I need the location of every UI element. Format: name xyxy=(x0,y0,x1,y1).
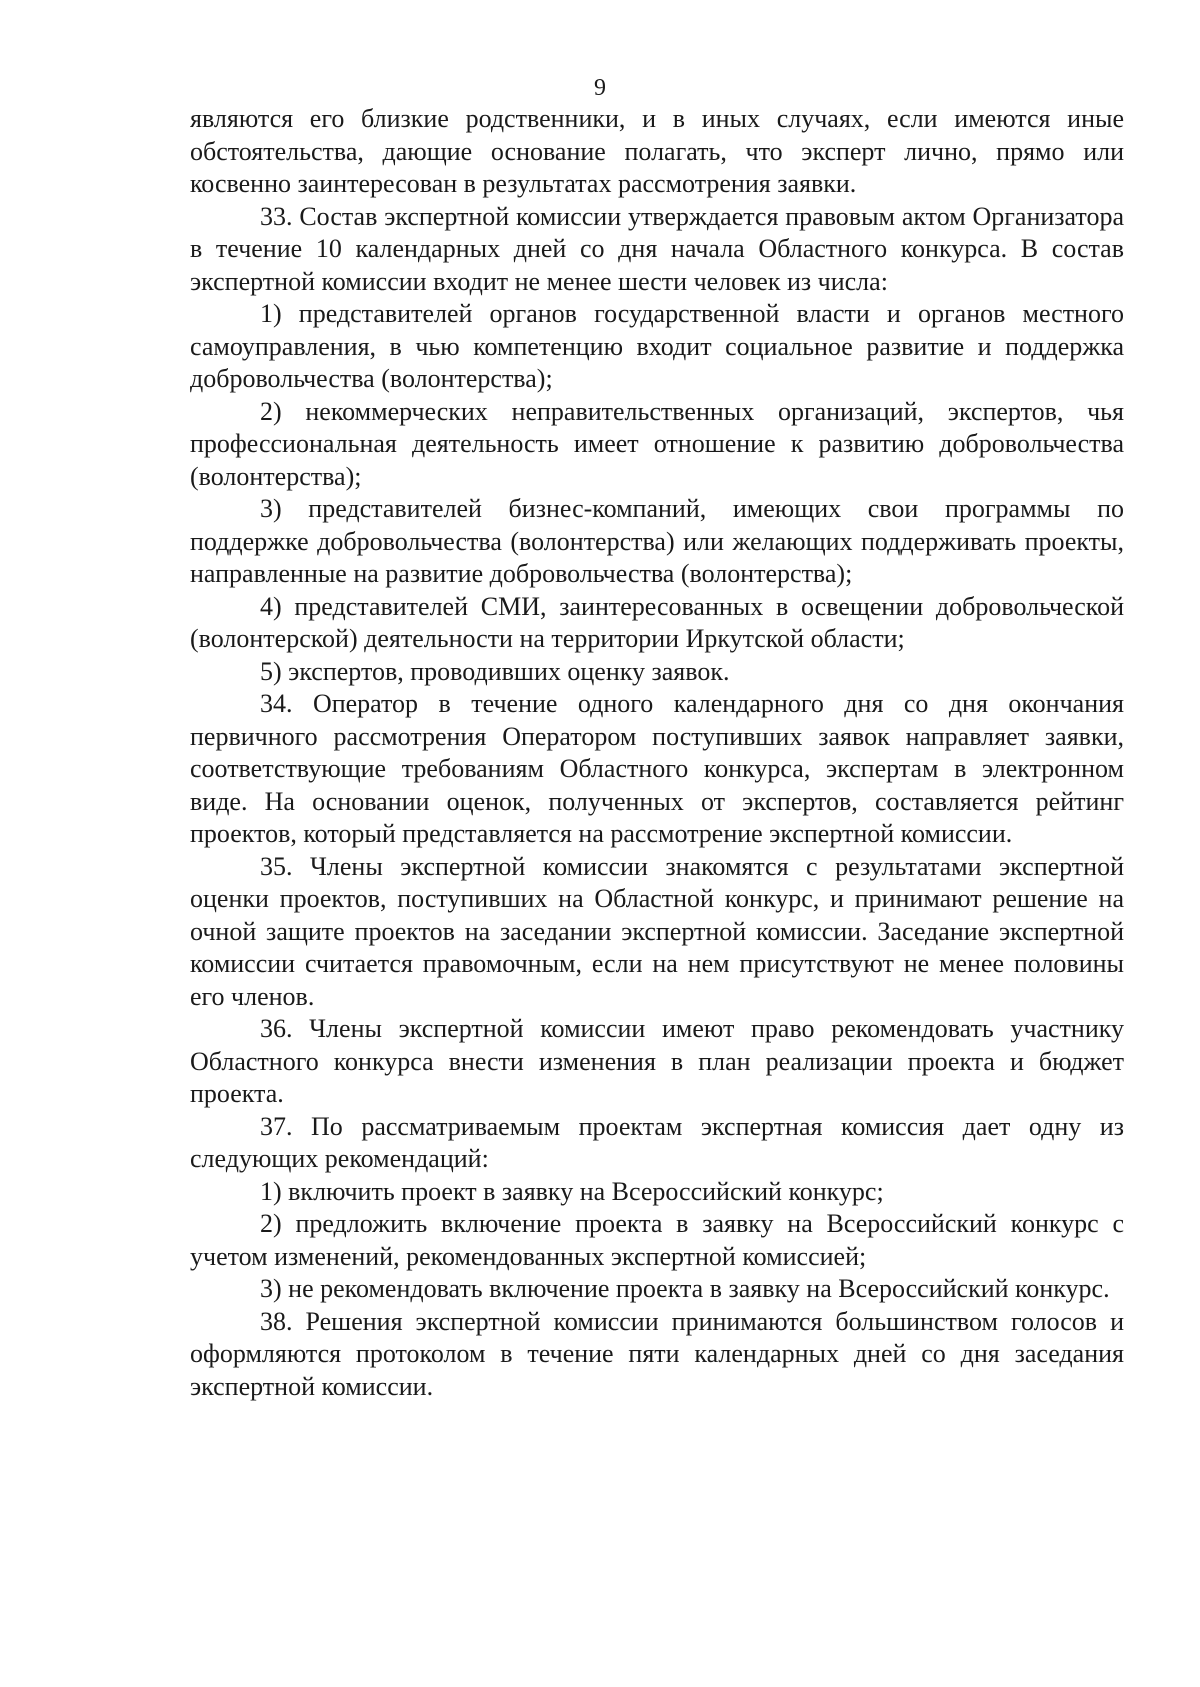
page-number: 9 xyxy=(594,75,606,101)
subitem-37-3: 3) не рекомендовать включение проекта в заявку на Всероссийский конкурс. xyxy=(260,1274,1110,1303)
subitem-33-5: 5) экспертов, проводивших оценку заявок. xyxy=(260,656,730,686)
document-body xyxy=(190,103,1124,1403)
subitem-37-1: 1) включить проект в заявку на Всероссийский конкурс; xyxy=(260,1176,884,1206)
subitem-33-1: 1) представителей органов государственной власти и органов местного самоуправления, в чью компетенцию входит социальное развитие и поддержка добровольчества (волонтерства); xyxy=(190,299,1124,393)
paragraph-item-38: 38. Решения экспертной комиссии принимаются большинством голосов и оформляются протоколом в течение пяти календарных дней со дня заседания экспертной комиссии. xyxy=(190,1306,1124,1401)
subitem-33-2: 2) некоммерческих неправительственных организаций, экспертов, чья профессиональная деятельность имеет отношение к развитию добровольчества (волонтерства); xyxy=(190,396,1124,491)
paragraph-item-36: 36. Члены экспертной комиссии имеют право рекомендовать участнику Областного конкурса внести изменения в план реализации проекта и бюджет проекта. xyxy=(190,1014,1124,1108)
paragraph-item-33: 33. Состав экспертной комиссии утверждается правовым актом Организатора в течение 10 календарных дней со дня начала Областного конкурса. В состав экспертной комиссии входит не менее шести человек из числа: xyxy=(190,201,1124,296)
subitem-33-4: 4) представителей СМИ, заинтересованных в освещении добровольческой (волонтерской) деятельности на территории Иркутской области; xyxy=(190,591,1124,653)
subitem-37-2: 2) предложить включение проекта в заявку на Всероссийский конкурс с учетом изменений, рекомендованных экспертной комиссией; xyxy=(190,1209,1124,1271)
paragraph-continuation: являются его близкие родственники, и в иных случаях, если имеются иные обстоятельства, дающие основание полагать, что эксперт лично, прямо или косвенно заинтересован в результатах рассмотрения заявки. xyxy=(190,104,1124,198)
paragraph-item-37: 37. По рассматриваемым проектам экспертная комиссия дает одну из следующих рекомендаций: xyxy=(190,1111,1124,1173)
paragraph-item-34: 34. Оператор в течение одного календарного дня со дня окончания первичного рассмотрения Оператором поступивших заявок направляет заявки, соответствующие требованиям Областного конкурса, экспертам в электронном виде. На основании оценок, полученных от экспертов, составляется рейтинг проектов, который представляется на рассмотрение экспертной комиссии. xyxy=(190,689,1124,848)
subitem-33-3: 3) представителей бизнес-компаний, имеющих свои программы по поддержке добровольчества (волонтерства) или желающих поддерживать проекты, направленные на развитие добровольчества (волонтерства); xyxy=(190,494,1124,588)
paragraph-item-35: 35. Члены экспертной комиссии знакомятся с результатами экспертной оценки проектов, поступивших на Областной конкурс, и принимают решение на очной защите проектов на заседании экспертной комиссии. Заседание экспертной комиссии считается правомочным, если на нем присутствуют не менее половины его членов. xyxy=(190,851,1124,1011)
